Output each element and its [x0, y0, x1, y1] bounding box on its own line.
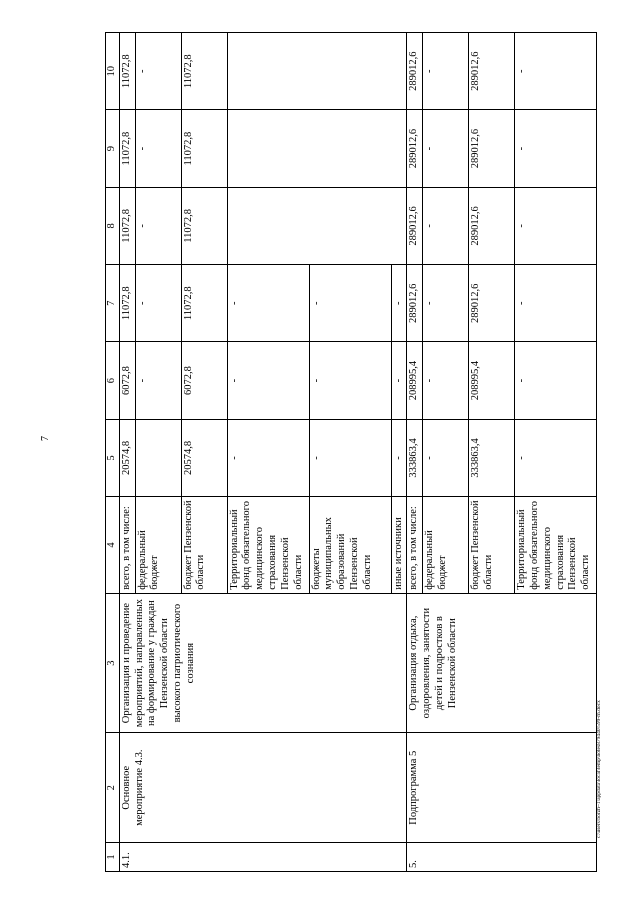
funding-source: бюджеты муниципальных образований Пензенской области [309, 497, 391, 594]
funding-source: иные источники [391, 497, 407, 594]
value-cell: - [135, 187, 181, 264]
value-cell: 289012,6 [407, 110, 423, 187]
value-cell: - [515, 342, 597, 419]
value-cell: 6072,8 [181, 342, 227, 419]
value-cell [135, 419, 181, 496]
value-cell: - [135, 33, 181, 110]
program-name: Подпрограмма 5 [407, 733, 597, 843]
value-cell: - [515, 110, 597, 187]
value-cell: 11072,8 [181, 33, 227, 110]
col-header: 2 [106, 733, 120, 843]
program-description: Организация и проведение мероприятий, направленных на формирование у граждан Пензенской области высокого патриотического сознания [119, 593, 407, 733]
col-header: 10 [106, 33, 120, 110]
value-cell: 333863,4 [469, 419, 515, 496]
col-header: 7 [106, 265, 120, 342]
merged-empty-cell [227, 187, 407, 264]
value-cell: - [423, 342, 469, 419]
col-header: 6 [106, 342, 120, 419]
merged-empty-cell [227, 110, 407, 187]
value-cell: - [135, 265, 181, 342]
col-header: 3 [106, 593, 120, 733]
value-cell: - [515, 33, 597, 110]
col-header: 4 [106, 497, 120, 594]
row-number: 4.1. [119, 843, 407, 872]
value-cell: 289012,6 [469, 110, 515, 187]
funding-source: Территориальный фонд обязательного медицинского страхования Пензенской области [515, 497, 597, 594]
value-cell: - [423, 33, 469, 110]
header-row [106, 33, 120, 872]
row-number: 5. [407, 843, 597, 872]
value-cell: - [423, 110, 469, 187]
funding-source: всего, в том числе: [119, 497, 135, 594]
value-cell: - [391, 342, 407, 419]
funding-source: бюджет Пензенской области [469, 497, 515, 594]
value-cell: - [515, 419, 597, 496]
value-cell: - [227, 265, 309, 342]
value-cell: - [515, 265, 597, 342]
value-cell: - [309, 419, 391, 496]
value-cell: 289012,6 [407, 187, 423, 264]
value-cell: 289012,6 [407, 265, 423, 342]
value-cell: 289012,6 [469, 265, 515, 342]
merged-empty-cell [227, 33, 407, 110]
funding-source: федеральный бюджет [135, 497, 181, 594]
value-cell: 11072,8 [181, 110, 227, 187]
value-cell: - [423, 265, 469, 342]
value-cell: - [391, 419, 407, 496]
value-cell: 11072,8 [119, 265, 135, 342]
value-cell: - [227, 419, 309, 496]
value-cell: 11072,8 [181, 187, 227, 264]
program-name: Основное мероприятие 4.3. [119, 733, 407, 843]
col-header: 9 [106, 110, 120, 187]
table-row [407, 33, 423, 872]
value-cell: 6072,8 [119, 342, 135, 419]
value-cell: 20574,8 [181, 419, 227, 496]
value-cell: - [515, 187, 597, 264]
value-cell: 333863,4 [407, 419, 423, 496]
value-cell: 20574,8 [119, 419, 135, 496]
value-cell: 208995,4 [407, 342, 423, 419]
page-number: 7 [40, 436, 51, 441]
value-cell: 208995,4 [469, 342, 515, 419]
funding-source: федеральный бюджет [423, 497, 469, 594]
value-cell: - [423, 187, 469, 264]
value-cell: 11072,8 [119, 110, 135, 187]
col-header: 5 [106, 419, 120, 496]
value-cell: - [227, 342, 309, 419]
finance-table [105, 32, 597, 872]
table-row [119, 33, 135, 872]
value-cell: - [391, 265, 407, 342]
value-cell: - [309, 342, 391, 419]
value-cell: - [135, 110, 181, 187]
value-cell: 11072,8 [181, 265, 227, 342]
value-cell: - [423, 419, 469, 496]
program-description: Организация отдыха, оздоровления, занятости детей и подростков в Пензенской области [407, 593, 597, 733]
rotated-table-wrapper [105, 32, 622, 872]
value-cell: 289012,6 [469, 187, 515, 264]
funding-source: бюджет Пензенской области [181, 497, 227, 594]
value-cell: 289012,6 [407, 33, 423, 110]
value-cell: 289012,6 [469, 33, 515, 110]
funding-source: всего, в том числе: [407, 497, 423, 594]
value-cell: - [135, 342, 181, 419]
funding-source: Территориальный фонд обязательного медицинского страхования Пензенской области [227, 497, 309, 594]
col-header: 1 [106, 843, 120, 872]
col-header: 8 [106, 187, 120, 264]
value-cell: 11072,8 [119, 187, 135, 264]
footer-file-path: c:\users\borzh~1\appdata\local\temp\notes879440\599-rn.docx [596, 700, 602, 838]
value-cell: 11072,8 [119, 33, 135, 110]
value-cell: - [309, 265, 391, 342]
